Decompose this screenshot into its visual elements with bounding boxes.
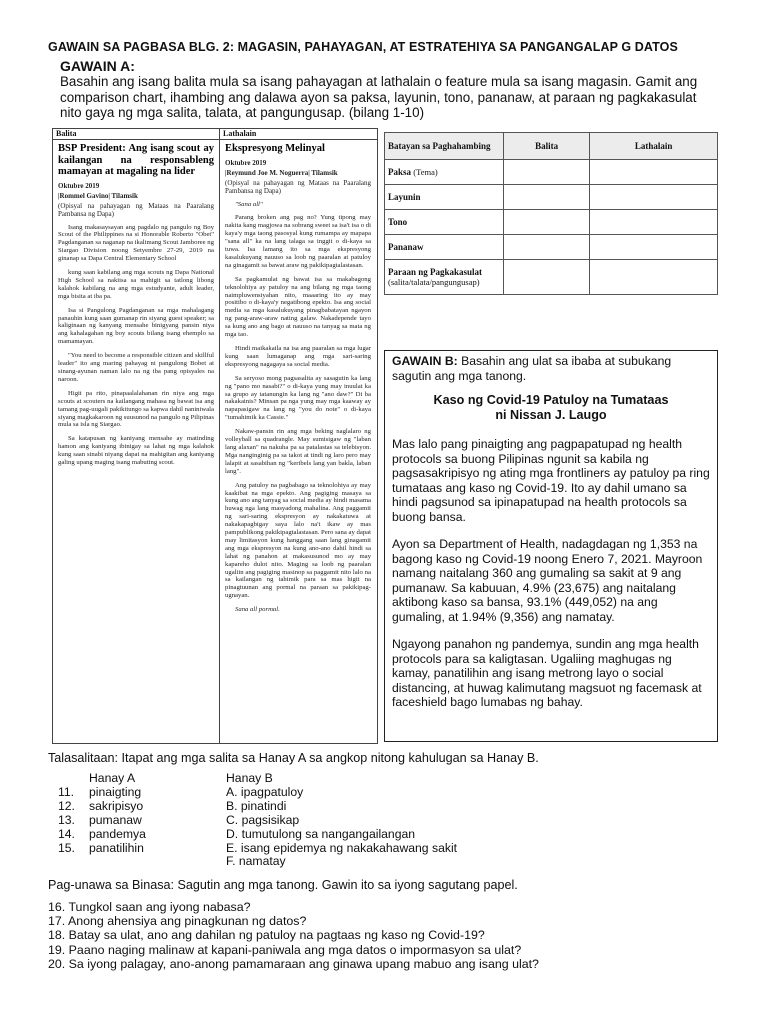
hanay-b-item: D. tumutulong sa nangangailangan xyxy=(226,826,416,841)
answer-cell[interactable] xyxy=(590,210,718,235)
comparison-row xyxy=(385,185,718,210)
gawain-b-label: GAWAIN B: xyxy=(392,354,458,368)
hanay-a-title: Hanay A xyxy=(89,771,136,785)
gawain-a-instructions: Basahin ang isang balita mula sa isang pahayagan at lathalain o feature mula sa isang magasin. Gamit ang comparison chart, ihambing ang dalawa ayon sa paksa, layunin, tono, pananaw, at paraan ng pagkakasulat nito gaya ng mga salita, talata, at pangungusap. (bilang 1-10) xyxy=(60,74,698,120)
hanay-b-item: A. ipagpatuloy xyxy=(226,784,304,799)
header-balita: Balita xyxy=(504,133,590,160)
row-label: Paraan ng Pagkakasulat (salita/talata/pangungusap) xyxy=(385,260,504,295)
report-paragraph: Mas lalo pang pinaigting ang pagpapatupad ng health protocols sa buong Pilipinas ngunit sa kabila ng pagsasakripisyo ng ating mga frontliners ay patuloy pa ring tumataas ang kaso ng Covid-19. Ito ay dahil umano sa hindi pagsunod sa ipinapatupad na health protocols sa buong bansa. xyxy=(392,437,710,524)
question-list xyxy=(48,900,539,971)
lathalain-paragraph: Ang patuloy na pagbabago sa teknolohiya ay may kaakibat na mga epekto. Ang pagiging masaya sa kung ano ang tanyag sa social media ay hindi masama huwag nga lang masyadong mahalina. Ang paggamit ng sari-saring ekspresyon ay nakakatuwa at nakakapagbigay saya lalo na't ikaw ay mas pampublikong pakikipagtalastasan. Pero sana ay dapat may limitasyon kung hanggang saan lang ginagamit ang mga ekspresyon na kung ano-ano dahil hindi sa lahat ng panahon at makasusunod mo ay may kapareho dulot nito. Maging sa loob ng paaralan ugaliin ang pagiging masinop sa paggamit nito lalo na sa kailangan ng tahimik para sa mas higit na pinagtuunan ang pormal na paraan sa pakikipag-ugnayan. xyxy=(225,481,371,600)
row-label: Layunin xyxy=(385,185,504,210)
answer-cell[interactable] xyxy=(590,160,718,185)
report-author: ni Nissan J. Laugo xyxy=(495,408,607,422)
question-item: 18. Batay sa ulat, ano ang dahilan ng patuloy na pagtaas ng kaso ng Covid-19? xyxy=(48,928,485,943)
lathalain-paragraph: Hindi maikakaila na isa ang paaralan sa mga lugar kung saan lumaganap ang mga sari-saring ekspresyong nagagaya sa social media. xyxy=(225,345,371,368)
report-title: Kaso ng Covid-19 Patuloy na Tumataas ni Nissan J. Laugo xyxy=(392,393,710,423)
balita-paragraph: "You need to become a responsible citizen and skillful leader" ito ang maring pahayag ni pangulong Bobet at sinang-ayunan naman lalo na ng iba pang opisyales na naroon. xyxy=(58,352,214,383)
lathalain-paragraph: Sana all pormal. xyxy=(235,606,280,614)
comparison-row xyxy=(385,260,718,295)
row-label: Pananaw xyxy=(385,235,504,260)
hanay-b-item: B. pinatindi xyxy=(226,798,287,813)
balita-paragraph: kung saan kabilang ang mga scouts ng Dapa National High School sa nakiisa sa mahigit sa tatlong libong kalahok kabilang na ang mga estudyante, adult leader, mga bisita at iba pa. xyxy=(58,269,214,300)
hanay-b-item: C. pagsisikap xyxy=(226,812,300,827)
lathalain-paragraph: Sa seryoso mong pagsasalita ay sasagutin ka lang ng "pano mo nasabi?" o di-kaya yung may inuulat ka sa grupo ay tatanungin ka lang ng "ano daw?" Di ba nakakainis? Minsan pa nga yung may mga kaaway ay napapasigaw na lang ng "you do note" o di-kaya "tumahimik ka Cassie." xyxy=(225,374,371,422)
gawain-b-box xyxy=(384,350,718,742)
answer-cell[interactable] xyxy=(504,160,590,185)
hanay-a-item: 11. pinaigting xyxy=(58,784,142,799)
lathalain-headline: Ekspresyong Melinyal xyxy=(225,143,325,154)
lathalain-paragraph: "Sana all" xyxy=(235,200,263,208)
hanay-b-item: E. isang epidemya ng nakakahawang sakit xyxy=(226,840,458,855)
row-label: Paksa (Tema) xyxy=(385,160,504,185)
hanay-a-list xyxy=(58,772,146,855)
comparison-header-row xyxy=(385,133,718,160)
hanay-b-item: F. namatay xyxy=(226,854,286,869)
hanay-a-item: 14. pandemya xyxy=(58,826,146,841)
talasalitaan-instructions: Talasalitaan: Itapat ang mga salita sa Hanay A sa angkop nitong kahulugan sa Hanay B. xyxy=(48,751,539,765)
row-label: Tono xyxy=(385,210,504,235)
question-item: 19. Paano naging malinaw at kapani-paniwala ang mga datos o impormasyon sa ulat? xyxy=(48,942,522,957)
balita-article xyxy=(58,141,214,473)
question-item: 20. Sa iyong palagay, ano-anong pamamaraan ang ginawa upang mabuo ang isang ulat? xyxy=(48,956,539,971)
column-divider xyxy=(219,129,220,743)
answer-cell[interactable] xyxy=(590,260,718,295)
answer-cell[interactable] xyxy=(504,260,590,295)
hanay-a-item: 13. pumanaw xyxy=(58,812,142,827)
balita-byline-note: (Opisyal na pahayagan ng Mataas na Paaralang Pambansa ng Dapa) xyxy=(58,201,214,218)
answer-cell[interactable] xyxy=(504,210,590,235)
gawain-a-heading: GAWAIN A: xyxy=(60,58,135,74)
comparison-chart xyxy=(384,132,718,295)
row-note: (Tema) xyxy=(413,167,438,177)
lathalain-paragraph: Sa pagkamulat ng bawat isa sa makabagong teknolohiya ay patuloy na ang bilang ng mga taong naimpluwensiyahan nito, maaaring ito ay may positibo o di-kaya'y negatibong epekto. Isa ang social media sa mga kasalukuyang pinagbabatayan ngayon ng pang-araw-araw nating galaw. Nakadepende tayo sa kung ano ang bago at nauuso na tanyag sa mata ng mga tao. xyxy=(225,275,371,339)
lathalain-column-label: Lathalain xyxy=(220,129,377,140)
answer-cell[interactable] xyxy=(590,185,718,210)
report-paragraph: Ngayong panahon ng pandemya, sundin ang mga health protocols para sa kaligtasan. Ugaliing maghugas ng kamay, panatilihin ang isang metrong layo o social distancing, at huwag kalimutang magsuot ng facemask at faceshield bago lumabas ng bahay. xyxy=(392,637,702,709)
newspaper-clipping xyxy=(52,128,378,744)
balita-column-label: Balita xyxy=(53,129,219,140)
row-note: (salita/talata/pangungusap) xyxy=(388,277,480,287)
balita-paragraph: Higit pa rito, pinapaalalahanan rin niya ang mga scouts at scouters na kailangang mahasa ng bawat isa ang tamang pag-uugali pakikitungo sa kapwa dahil naniniwala siyang magkakaroon ng suusunod na pangulo ng Pilipinas mula sa isla ng Siargao. xyxy=(58,389,214,429)
balita-paragraph: Sa katapusan ng kaniyang mensahe ay matinding hamon ang kaniyang ibinigay sa lahat ng mga kalahok kung saan sinabi niyang dapat na mahigitan ang kaniyang galing upang maging isang mabuting scout. xyxy=(58,435,214,467)
hanay-b-list xyxy=(226,772,457,869)
pag-unawa-instructions: Pag-unawa sa Binasa: Sagutin ang mga tanong. Gawin ito sa iyong sagutang papel. xyxy=(48,878,518,892)
gawain-b-instructions: GAWAIN B: Basahin ang ulat sa ibaba at subukang sagutin ang mga tanong. xyxy=(392,354,672,383)
hanay-a-item: 15. panatilihin xyxy=(58,840,144,855)
answer-cell[interactable] xyxy=(504,185,590,210)
balita-date: Oktubre 2019 xyxy=(58,181,100,190)
hanay-a-item: 12. sakripisyo xyxy=(58,798,144,813)
lathalain-article xyxy=(225,141,371,620)
question-item: 17. Anong ahensiya ang pinagkunan ng datos? xyxy=(48,914,307,929)
header-batayan: Batayan sa Paghahambing xyxy=(385,133,504,160)
header-lathalain: Lathalain xyxy=(590,133,718,160)
answer-cell[interactable] xyxy=(590,235,718,260)
balita-paragraph: Isang makasaysayan ang pagdalo ng pangulo ng Boy Scout of the Philippines na si Honorable Roberto "Obet" Pagdanganan sa naganap na ikalimang Scout Jamboree ng Siargao Division noong Setyembre 27-29, 2019 na ginanap sa Dapa Central Elementary School xyxy=(58,223,214,263)
comparison-row xyxy=(385,235,718,260)
hanay-b-title: Hanay B xyxy=(226,771,273,785)
lathalain-paragraph: Parang broken ang pag no? Yung tipong may nakita kang magjowa na sobrang sweet sa isa't isa o di kaya'y mga taong pasosyal kung rumampa ay mapapa "sana all" ka na lang talaga sa inggit o di-kaya sa tuwa. Isa lamang ito sa mga ekspresyong kasalukuyang nauuso sa loob ng paaralan at patuloy na ginagamit sa bawat araw ng pakikipagtalastasan. xyxy=(225,214,371,269)
lathalain-date: Oktubre 2019 xyxy=(225,158,267,167)
lathalain-byline: |Reymund Joe M. Noguerra| Tilamsik xyxy=(225,168,338,177)
balita-headline: BSP President: Ang isang scout ay kailangan na responsableng mamayan at magaling na lider xyxy=(58,143,214,177)
answer-cell[interactable] xyxy=(504,235,590,260)
comparison-row xyxy=(385,160,718,185)
report-paragraph: Ayon sa Department of Health, nadagdagan ng 1,353 na bagong kaso ng Covid-19 noong Enero 7, 2021. Mayroon namang naitalang 360 ang gumaling sa sakit at 9 ang pumanaw. Sa kabuuan, 4.9% (23,675) ang naitalang aktibong kaso sa bansa, 93.1% (449,052) na ang gumaling, at 1.94% (9,356) ang namatay. xyxy=(392,537,703,624)
worksheet-title: GAWAIN SA PAGBASA BLG. 2: MAGASIN, PAHAYAGAN, AT ESTRATEHIYA SA PANGANGALAP G DATOS xyxy=(48,40,678,54)
balita-byline: |Rommel Gavino| Tilamsik xyxy=(58,191,138,200)
comparison-row xyxy=(385,210,718,235)
balita-paragraph: Isa si Pangulong Pagdanganan sa mga mahalagang panauhin kung saan gumanap rin siyang guest speaker; sa kaligtnaan ng kanyang mensahe binigyang pansin niya ang kahalagahan ng boy scouts bilang isang ehemplo sa mamamayan. xyxy=(58,306,214,346)
lathalain-paragraph: Nakaw-pansin rin ang mga beking naglalaro ng volleyball sa quadrangle. May sumisigaw ng "laban lang alaxan" na nakuha pa sa patalastas sa telebisyon. Mga nanginginig pa sa takot at tindi ng laro pero may lalapit at sasabihan ng "keribels lang yan bakla, laban lang". xyxy=(225,428,371,475)
question-item: 16. Tungkol saan ang iyong nabasa? xyxy=(48,900,251,914)
lathalain-byline-note: (Opisyal na pahayagan ng Mataas na Paaralang Pambansa ng Dapa) xyxy=(225,178,371,195)
